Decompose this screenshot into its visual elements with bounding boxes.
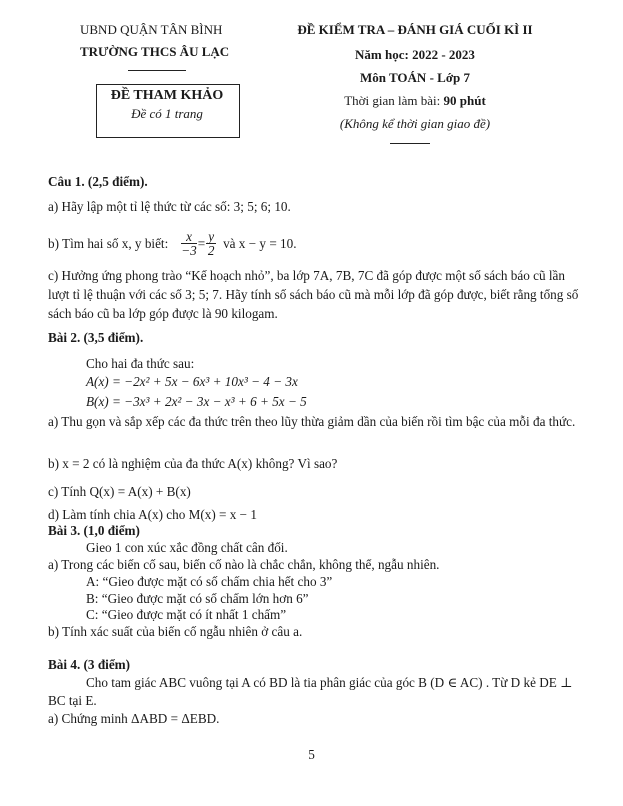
- question-1b-suffix: và x − y = 10.: [223, 235, 297, 251]
- header-right-rule: [390, 143, 430, 144]
- district-name: UBND QUẬN TÂN BÌNH: [80, 22, 223, 37]
- question-1c: c) Hưởng ứng phong trào “Kế hoạch nhỏ”, ba lớp 7A, 7B, 7C đã góp được một số sách báo cũ lần lượt tỉ lệ thuận với các số 3; 5; 7. Hãy tính số sách báo cũ mà mỗi lớp đã góp được, biết rằng tổng số sách báo cũ ba lớp góp được là 90 kilogam.: [48, 268, 579, 321]
- polynomial-a: A(x) = −2x² + 5x − 6x³ + 10x³ − 4 − 3x: [86, 374, 298, 389]
- question-1a: a) Hãy lập một tỉ lệ thức từ các số: 3; 5; 6; 10.: [48, 199, 291, 214]
- exam-title: ĐỀ KIỂM TRA – ĐÁNH GIÁ CUỐI KÌ II: [297, 22, 533, 37]
- question-1b: [48, 230, 297, 257]
- box-subtitle: Đề có 1 trang: [131, 106, 203, 121]
- school-year: Năm học: 2022 - 2023: [355, 47, 475, 62]
- subject-grade: Môn TOÁN - Lớp 7: [359, 70, 471, 85]
- problem-3-intro: Gieo 1 con xúc xắc đồng chất cân đối.: [86, 540, 288, 555]
- problem-3a: a) Trong các biến cố sau, biến cố nào là chắc chắn, không thể, ngẫu nhiên.: [48, 557, 440, 572]
- fraction-y-over-2: [206, 230, 216, 257]
- question-1b-prefix: b) Tìm hai số x, y biết:: [48, 235, 169, 251]
- fraction-denominator: −3: [181, 243, 197, 258]
- school-name: TRƯỜNG THCS ÂU LẠC: [80, 44, 230, 59]
- problem-2d: d) Làm tính chia A(x) cho M(x) = x − 1: [48, 507, 257, 522]
- event-c: C: “Gieo được mặt có ít nhất 1 chấm”: [86, 607, 287, 622]
- duration-label: Thời gian làm bài:: [344, 93, 444, 108]
- equals-sign: =: [197, 235, 206, 251]
- polynomial-b: B(x) = −3x³ + 2x² − 3x − x³ + 6 + 5x − 5: [86, 394, 307, 409]
- duration-note: (Không kể thời gian giao đề): [339, 116, 491, 131]
- problem-3b: b) Tính xác suất của biến cố ngẫu nhiên ở câu a.: [48, 624, 303, 639]
- fraction-numerator: y: [208, 229, 215, 244]
- duration: [280, 93, 550, 109]
- problem-2b: b) x = 2 có là nghiệm của đa thức A(x) không? Vì sao?: [48, 456, 338, 471]
- problem-2c: c) Tính Q(x) = A(x) + B(x): [48, 484, 191, 499]
- problem-3-title: Bài 3. (1,0 điểm): [48, 523, 140, 538]
- duration-value: 90 phút: [443, 93, 486, 108]
- problem-2-intro: Cho hai đa thức sau:: [86, 356, 195, 371]
- box-title: ĐỀ THAM KHẢO: [110, 88, 224, 103]
- fraction-denominator: 2: [207, 243, 215, 258]
- problem-4a: a) Chứng minh ΔABD = ΔEBD.: [48, 711, 220, 726]
- header-left-rule: [128, 70, 186, 71]
- question-1-title: Câu 1. (2,5 điểm).: [48, 174, 148, 189]
- problem-2-title: Bài 2. (3,5 điểm).: [48, 330, 144, 345]
- page-number: 5: [308, 747, 315, 762]
- event-a: A: “Gieo được mặt có số chấm chia hết cho 3”: [86, 574, 333, 589]
- problem-4-title: Bài 4. (3 điểm): [48, 657, 131, 672]
- problem-2a: a) Thu gọn và sắp xếp các đa thức trên theo lũy thừa giảm dần của biến rồi tìm bậc của mỗi đa thức.: [48, 414, 576, 429]
- event-b: B: “Gieo được mặt có số chấm lớn hơn 6”: [86, 591, 309, 606]
- fraction-numerator: x: [181, 230, 197, 244]
- fraction-x-over-neg3: [181, 230, 197, 257]
- problem-4-intro: Cho tam giác ABC vuông tại A có BD là tia phân giác của góc B (D ∈ AC) . Từ D kẻ DE ⊥ BC tại E.: [48, 675, 573, 708]
